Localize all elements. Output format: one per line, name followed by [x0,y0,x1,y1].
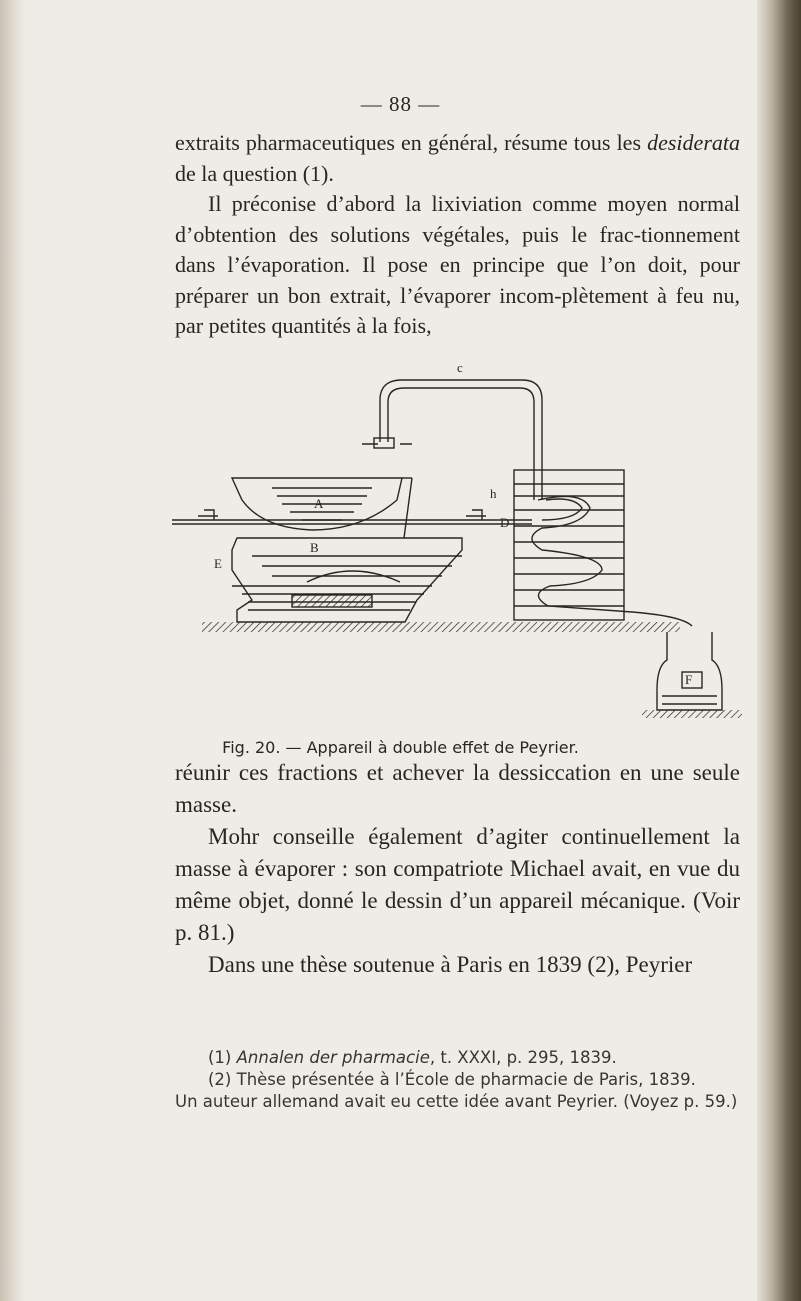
paragraph-4: Mohr conseille également d’agiter continuellement la masse à évaporer : son compatriote Michael avait, en vue du même objet, donné le dessin d’un appareil mécanique. (Voir p. 81.) [175,824,740,945]
siphon-pipe [380,380,542,500]
paragraph-5: Dans une thèse soutenue à Paris en 1839 (2), Peyrier [208,952,693,977]
footnote-1 [175,1047,740,1069]
receiver-flask [657,632,722,710]
footnote-1-number: (1) [208,1048,237,1067]
condenser-tank [514,470,624,620]
text-block-top [175,128,740,342]
ground-hatching [202,622,680,632]
label-b: B [310,540,319,555]
flask-base-hatching [642,710,742,718]
fire-box [292,595,372,607]
paragraph-1 [175,128,740,189]
footnote-1-rest: , t. XXXI, p. 295, 1839. [429,1048,617,1067]
label-a: A [314,496,324,511]
label-d: D [500,515,510,530]
footnote-2: (2) Thèse présentée à l’École de pharmacie de Paris, 1839. [208,1070,696,1089]
label-c: c [457,360,463,375]
label-f: F [685,672,693,687]
paragraph-3: réunir ces fractions et achever la dessiccation en une seule masse. [175,760,740,817]
label-h: h [490,486,497,501]
paragraph-1-text-a: extraits pharmaceutiques en général, résume tous les [175,130,648,155]
text-block-bottom [175,757,740,981]
page-gutter-shadow [0,0,26,1301]
figure-caption: Fig. 20. — Appareil à double effet de Peyrier. [222,738,579,757]
paragraph-2: Il préconise d’abord la lixiviation comme moyen normal d’obtention des solutions végétales, puis le frac-tionnement dans l’évaporation. Il pose en principe que l’on doit, pour préparer un bon extrait, l’évaporer incom-plètement à feu nu, par petites quantités à la fois, [175,191,740,338]
footnote-1-title: Annalen der pharmacie [236,1048,430,1067]
page-edge [757,0,801,1301]
paragraph-1-text-b: de la question (1). [175,160,334,186]
page-number: — 88 — [360,92,441,116]
footnote-2-continued: Un auteur allemand avait eu cette idée avant Peyrier. (Voyez p. 59.) [175,1092,738,1111]
paragraph-1-italic: desiderata [647,130,740,155]
apparatus-figure [162,360,762,730]
footnotes [175,1047,740,1113]
label-e: E [214,556,222,571]
